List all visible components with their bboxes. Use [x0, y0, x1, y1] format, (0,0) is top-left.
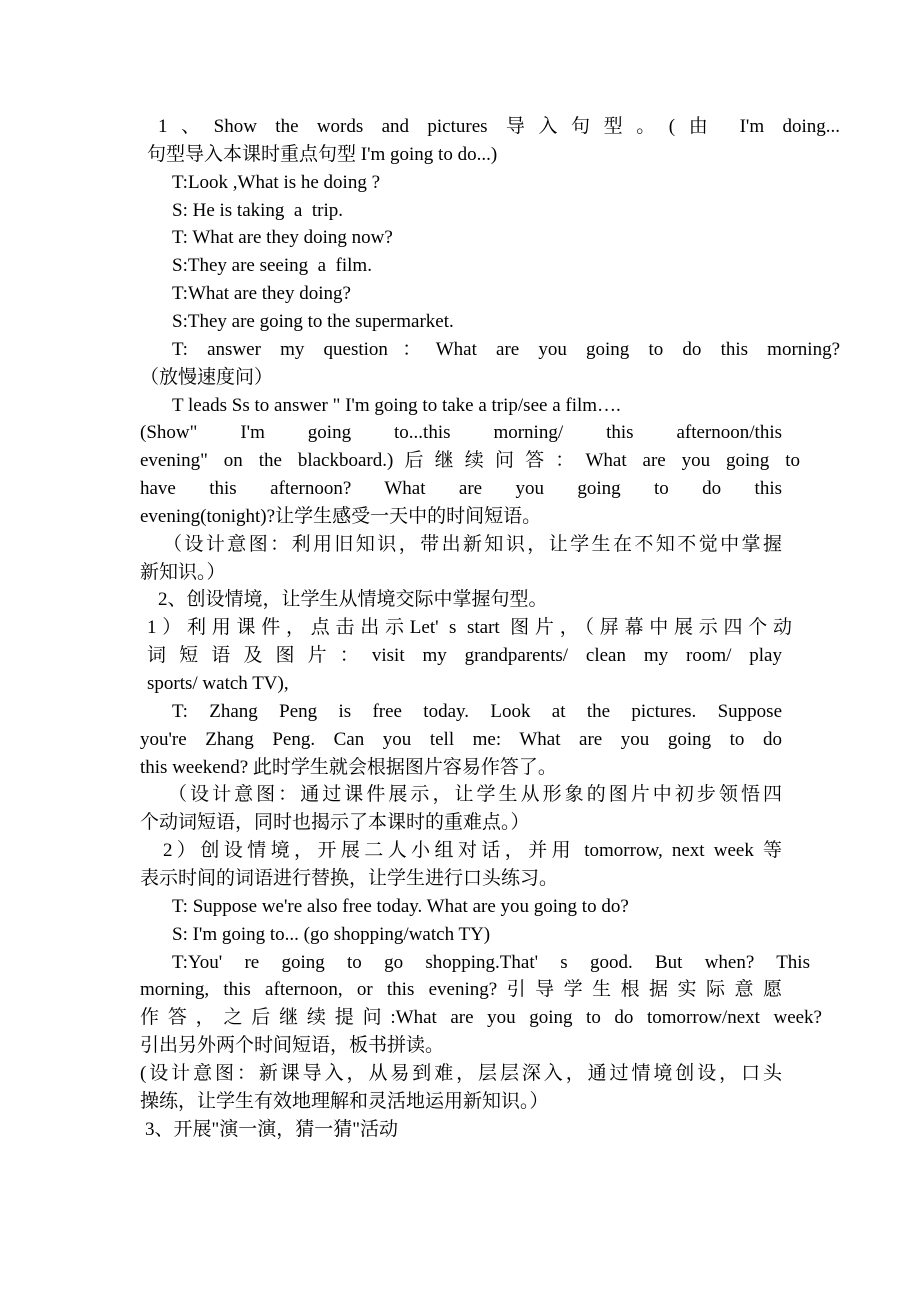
text-line: T: answer my question：What are you going to do this morning? — [172, 338, 840, 360]
text-line: S: He is taking a trip. — [172, 199, 343, 221]
text-line: (设计意图：新课导入，从易到难，层层深入，通过情境创设，口头 — [140, 1062, 782, 1084]
text-line: T leads Ss to answer " I'm going to take a trip/see a film…. — [172, 394, 621, 416]
text-line: T: Suppose we're also free today. What are you going to do? — [172, 895, 629, 917]
text-line: T: Zhang Peng is free today. Look at the pictures. Suppose — [172, 700, 782, 722]
text-line: （设计意图：利用旧知识，带出新知识，让学生在不知不觉中掌握 — [163, 533, 782, 555]
text-line: morning, this afternoon, or this evening?引导学生根据实际意愿 — [140, 979, 782, 1001]
text-line: S:They are seeing a film. — [172, 255, 372, 277]
text-line: 作答，之后继续提问:What are you going to do tomorrow/next week? — [140, 1007, 822, 1029]
text-line: S: I'm going to... (go shopping/watch TY) — [172, 923, 491, 945]
text-line: 操练，让学生有效地理解和灵活地运用新知识。） — [140, 1090, 549, 1112]
text-line: 个动词短语，同时也揭示了本课时的重难点。） — [140, 812, 530, 834]
text-line: evening(tonight)?让学生感受一天中的时间短语。 — [140, 505, 542, 527]
text-line: 1、Show the words and pictures 导入句型。(由 I'm doing... — [158, 116, 840, 137]
text-line: 词短语及图片：visit my grandparents/ clean my room/ play — [147, 645, 782, 667]
text-line: evening" on the blackboard.)后继续问答：What are you going to — [140, 450, 800, 472]
text-line: sports/ watch TV), — [147, 673, 289, 694]
text-line: 句型导入本课时重点句型 I'm going to do...) — [147, 143, 498, 165]
text-line: T:What are they doing? — [172, 283, 351, 305]
text-line: 新知识。） — [140, 561, 226, 583]
text-line: S:They are going to the supermarket. — [172, 310, 454, 332]
text-line: T:You' re going to go shopping.That' s good. But when? This — [172, 951, 810, 973]
text-line: 3、开展"演一演，猜一猜"活动 — [145, 1118, 399, 1140]
text-line: have this afternoon? What are you going to do this — [140, 478, 782, 500]
text-line: 表示时间的词语进行替换，让学生进行口头练习。 — [140, 867, 559, 889]
text-line: （放慢速度问） — [140, 366, 274, 388]
text-line: T: What are they doing now? — [172, 227, 393, 249]
text-line: 引出另外两个时间短语，板书拼读。 — [140, 1035, 445, 1057]
text-line: (Show" I'm going to...this morning/ this afternoon/this — [140, 422, 782, 444]
text-line: T:Look ,What is he doing ? — [172, 171, 381, 193]
text-line: 1）利用课件，点击出示Let' s start 图片，（屏幕中展示四个动 — [147, 617, 792, 639]
text-line: 2、创设情境，让学生从情境交际中掌握句型。 — [158, 589, 548, 611]
text-line: 2）创设情境，开展二人小组对话，并用 tomorrow, next week 等 — [163, 840, 782, 862]
text-line: （设计意图：通过课件展示，让学生从形象的图片中初步领悟四 — [168, 784, 782, 806]
text-line: this weekend? 此时学生就会根据图片容易作答了。 — [140, 756, 557, 778]
text-line: you're Zhang Peng. Can you tell me: What are you going to do — [140, 728, 782, 750]
